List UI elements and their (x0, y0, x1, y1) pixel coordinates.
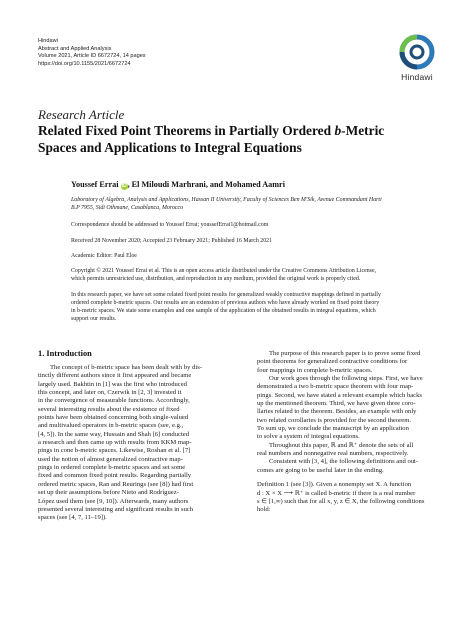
copyright-line1: Copyright © 2021 Youssef Errai et al. This is an open access article distributed under the Creative Commons Attribution License, (71, 268, 377, 274)
body-text-line: a research and then came up with results from KKM map- (38, 439, 192, 447)
body-text-line: tinctly different authors since it first appeared and became (38, 372, 192, 380)
title-line1-suffix: -Metric (341, 123, 385, 138)
body-text-line: hold: (257, 506, 271, 514)
body-text-line: demonstrated a two b-metric space theorem with four map- (257, 383, 414, 391)
abstract-line4: support our results. (71, 315, 117, 322)
journal-header (38, 38, 146, 68)
copyright (71, 268, 443, 284)
body-text-line: spaces (see [4, 7, 11–19]). (38, 514, 107, 522)
body-text-line: this concept, and later on, Czerwik in [2, 3] invested it (38, 389, 182, 397)
title-line2: Spaces and Applications to Integral Equations (38, 140, 302, 155)
volume-line: Volume 2021, Article ID 6672724, 14 pages (38, 53, 146, 60)
abstract (71, 292, 441, 324)
body-text-line: two related corollaries is provided for the second theorem. (257, 416, 411, 424)
body-text-line: largely used. Bakhtin in [1] was the first who introduced (38, 380, 187, 388)
body-text-line: s ∈ [1,∞) such that for all x, y, z ∈ X, the following conditions (257, 497, 425, 505)
intro-left-column (38, 364, 234, 523)
body-text-line: [4, 5]). In the same way, Hussain and Shah [6] conducted (38, 430, 190, 438)
body-text-line: Definition 1 (see [3]). Given a nonempty set X. A function (257, 481, 412, 489)
body-text-line: set up their assumptions before Nieto and Rodríguez- (38, 489, 179, 497)
hindawi-logo (394, 34, 440, 82)
publisher-name: Hindawi (38, 38, 58, 44)
body-text-line: The purpose of this research paper is to prove some fixed (269, 350, 421, 357)
author-list (71, 180, 285, 190)
body-text-line: in the convergence of measurable functions. Accordingly, (38, 397, 190, 405)
correspondence: Correspondence should be addressed to Youssef Errai; youssefErrai1@hotmail.com (71, 222, 269, 228)
section-heading-introduction: 1. Introduction (38, 349, 92, 358)
affiliation-line2: B.P 7955, Sidi Othmane, Casablanca, Morocco (71, 204, 184, 211)
body-text-line: points have been obtained concerning both single-valued (38, 414, 189, 422)
hindawi-logo-icon (399, 34, 435, 70)
logo-text: Hindawi (401, 72, 433, 82)
body-text-line: to solve a system of integral equations. (257, 433, 360, 441)
body-text-line: To sum up, we conclude the manuscript by an application (257, 425, 409, 433)
orcid-icon[interactable]: iD (121, 183, 127, 189)
body-text-line: llaries related to the theorem. Besides, an example with only (257, 408, 417, 416)
body-text-line: Consistent with [3, 4], the following definitions and out- (269, 458, 419, 466)
body-text-line: López used them (see [9, 10]). Afterwards, many authors (38, 497, 189, 505)
affiliation-line1: Laboratory of Algebra, Analysis and Applications, Hassan II University, Faculty of Sciences Ben M'Sik, Avenue Commandant Harti (71, 197, 382, 203)
body-text-line: comes are going to be useful later in the ending. (257, 466, 384, 474)
body-text-line: up the mentioned theorem. Third, we have given three coro- (257, 400, 416, 408)
article-type: Research Article (38, 107, 125, 122)
affiliation (71, 197, 443, 213)
abstract-line2: ordered complete b-metric spaces. Our results are an extension of previous authors who have already worked on fixed point theory (71, 299, 380, 306)
body-text-line: d : X × X ⟶ ℝ⁺ is called b-metric if there is a real number (257, 489, 416, 497)
body-text-line: The concept of b-metric space has been dealt with by dis- (50, 364, 202, 371)
body-text-line: four mappings in complete b-metric spaces. (257, 366, 373, 374)
body-text-line: Throughout this paper, ℝ and ℝ⁺ denote the sets of all (269, 441, 414, 449)
title-line1-prefix: Related Fixed Point Theorems in Partially Ordered (38, 123, 335, 138)
body-text-line: pings in cone b-metric spaces. Likewise, Roshan et al. [7] (38, 447, 191, 455)
dates: Received 28 November 2020; Accepted 23 February 2021; Published 16 March 2021 (71, 238, 273, 244)
body-text-line: pings in ordered complete b-metric spaces and set some (38, 464, 186, 472)
body-text-line: and multivalued operators in b-metric spaces (see, e.g., (38, 422, 184, 430)
body-text-line: presented several interesting and significant results in such (38, 505, 194, 513)
copyright-line2: which permits unrestricted use, distribution, and reproduction in any medium, provided the original work is properly cited. (71, 275, 361, 282)
body-text-line: used the notion of almost generalized contractive map- (38, 455, 183, 463)
body-text-line: ordered metric spaces, Ran and Reurings (see [8]) had first (38, 480, 194, 488)
body-text-line: several interesting results about the existence of fixed (38, 405, 180, 413)
article-title (38, 122, 438, 156)
body-text-line: fixed and common fixed point results. Regarding partially (38, 472, 192, 480)
body-text-line: point theorems for generalized contractive conditions for (257, 358, 408, 366)
intro-right-column (257, 350, 443, 515)
body-text-line: real numbers and nonnegative real numbers, respectively. (257, 450, 409, 458)
body-text-line: pings. Second, we have stated a relevant example which backs (257, 391, 422, 399)
body-text-line: Our work goes through the following steps. First, we have (269, 375, 423, 383)
academic-editor: Academic Editor: Paul Eloe (71, 253, 137, 259)
journal-name: Abstract and Applied Analysis (38, 45, 112, 52)
other-authors: , El Miloudi Marhrani, and Mohamed Aamri (127, 180, 285, 189)
abstract-line1: In this research paper, we have set some related fixed point results for generalized weakly contractive mappings defined in partially (71, 292, 381, 298)
doi-link[interactable]: https://doi.org/10.1155/2021/6672724 (38, 60, 131, 67)
title-line1-italic: b (334, 123, 342, 138)
first-author[interactable]: Youssef Errai (71, 180, 119, 189)
abstract-line3: in b-metric spaces. We state some examples and one sample of the application of the obtained results in integral equations, which (71, 307, 376, 314)
